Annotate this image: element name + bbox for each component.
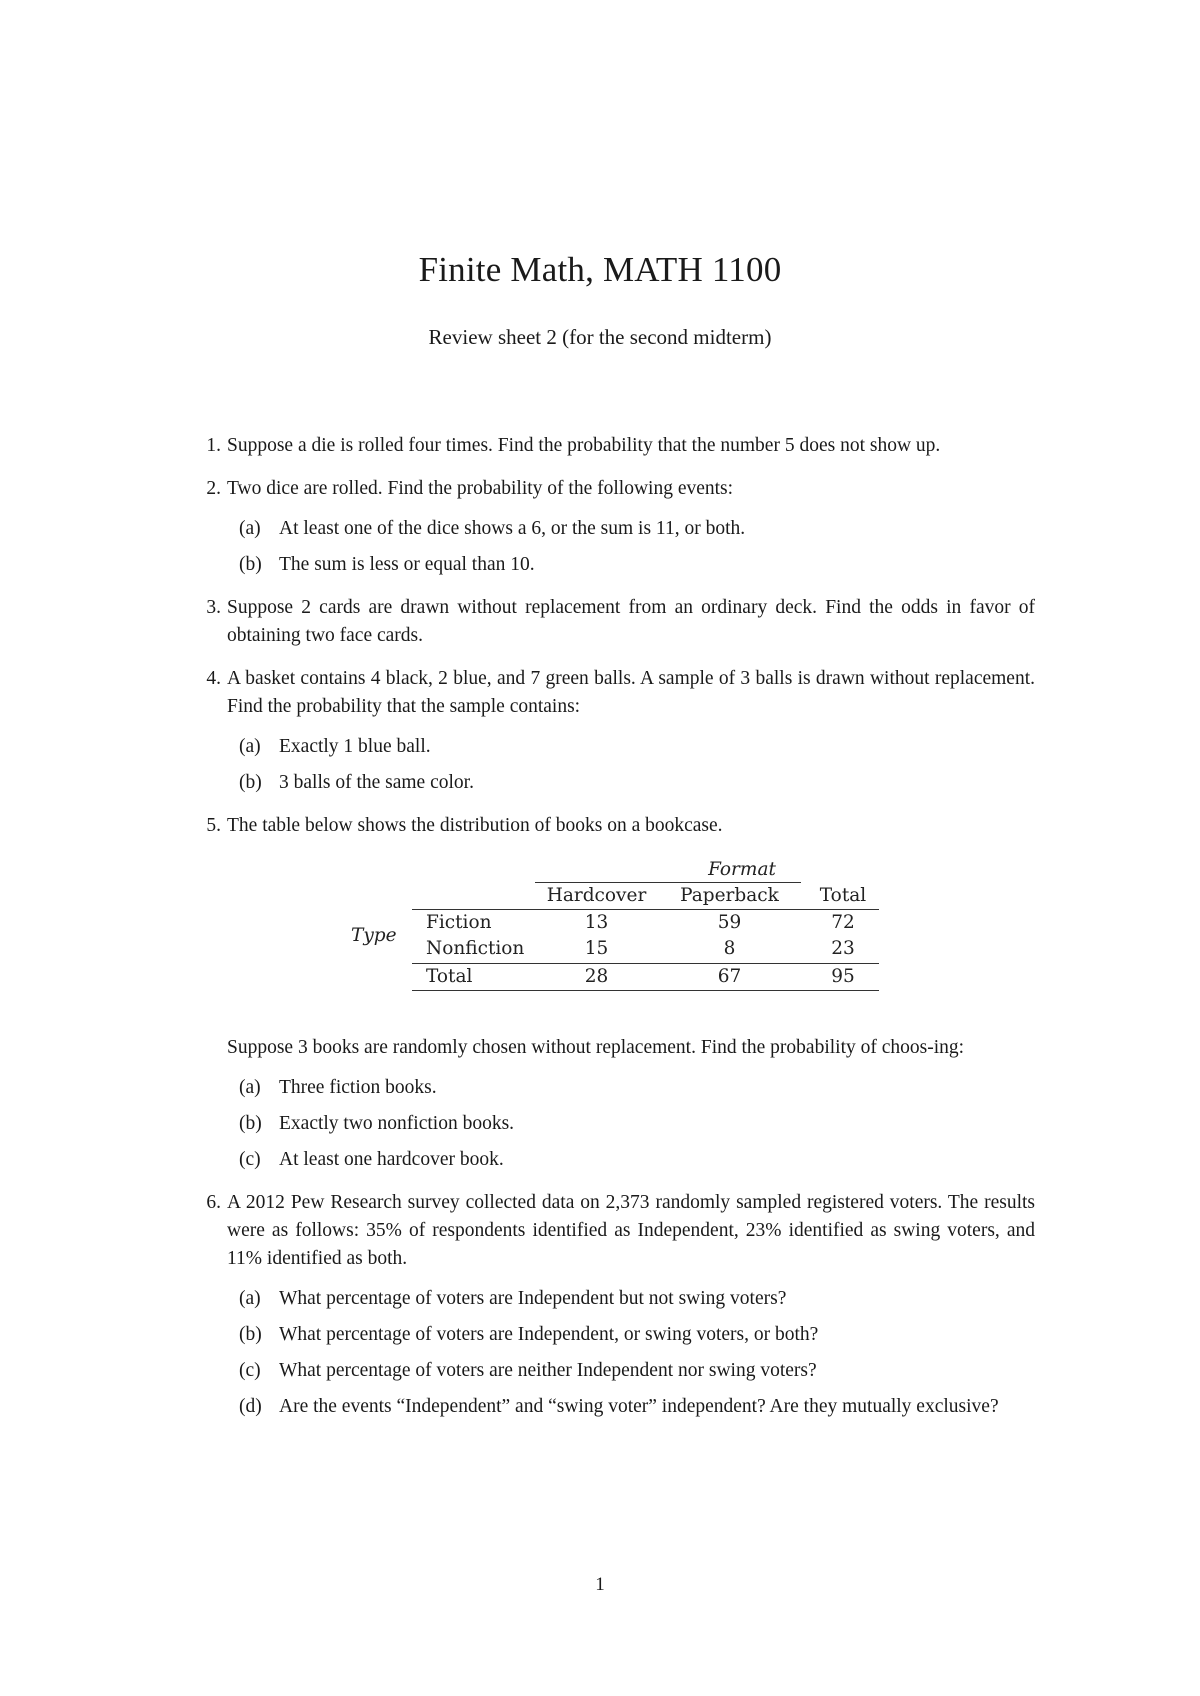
subquestion-d <box>227 1393 1035 1421</box>
problem-number: 5. <box>206 815 221 836</box>
subquestion-text: What percentage of voters are neither Independent nor swing voters? <box>279 1360 817 1381</box>
problem-text: A 2012 Pew Research survey collected data on 2,373 randomly sampled registered voters. The results were as follows: 35% of respondents identified as Independent, 23% identified as swing voters, and 11% identified as both. <box>227 1192 1035 1269</box>
subquestion-c <box>227 1357 1035 1385</box>
subquestion-a <box>227 515 1035 543</box>
table-cell: 23 <box>831 938 855 959</box>
table-cell: 8 <box>723 938 736 959</box>
subquestion-b <box>227 1110 1035 1138</box>
problem-number: 6. <box>206 1192 221 1213</box>
subquestion-label: (a) <box>239 518 261 539</box>
problem-number: 3. <box>206 597 221 618</box>
table-column-header: Paperback <box>680 885 779 906</box>
table-format-label: Format <box>708 859 776 880</box>
subquestion-label: (c) <box>239 1360 261 1381</box>
problem-followup-text: Suppose 3 books are randomly chosen without replacement. Find the probability of choos-ing: <box>227 1037 965 1058</box>
subquestion-label: (a) <box>239 1077 261 1098</box>
subquestion-list <box>227 1285 1035 1421</box>
subquestion-text: At least one of the dice shows a 6, or the sum is 11, or both. <box>279 518 746 539</box>
problem-5 <box>195 812 1035 1174</box>
table-row-label: Nonfiction <box>426 938 525 959</box>
problem-number: 4. <box>206 668 221 689</box>
table-row-label: Fiction <box>426 912 492 933</box>
table-row-label: Total <box>426 966 473 987</box>
problem-text: Suppose 2 cards are drawn without replacement from an ordinary deck. Find the odds in favor of obtaining two face cards. <box>227 597 1035 646</box>
page-subtitle: Review sheet 2 (for the second midterm) <box>428 325 772 349</box>
subquestion-label: (b) <box>239 554 262 575</box>
problem-3 <box>195 594 1035 650</box>
problem-number: 2. <box>206 478 221 499</box>
page-number: 1 <box>595 1574 605 1595</box>
problem-1 <box>195 432 1035 460</box>
subquestion-text: 3 balls of the same color. <box>279 772 474 793</box>
subquestion-list <box>227 515 1035 579</box>
subquestion-text: Are the events “Independent” and “swing voter” independent? Are they mutually exclusive? <box>279 1396 999 1417</box>
subquestion-label: (b) <box>239 1113 262 1134</box>
subquestion-b <box>227 1321 1035 1349</box>
subquestion-text: What percentage of voters are Independent, or swing voters, or both? <box>279 1324 819 1345</box>
problem-4 <box>195 665 1035 797</box>
subquestion-a <box>227 1074 1035 1102</box>
subquestion-label: (a) <box>239 1288 261 1309</box>
table-cell: 15 <box>584 938 609 959</box>
problem-2 <box>195 475 1035 579</box>
table-type-label: Type <box>351 925 397 946</box>
subquestion-list <box>227 733 1035 797</box>
problem-number: 1. <box>206 435 221 456</box>
subquestion-text: Exactly two nonfiction books. <box>279 1113 515 1134</box>
subquestion-text: At least one hardcover book. <box>279 1149 504 1170</box>
subquestion-text: The sum is less or equal than 10. <box>279 554 535 575</box>
table-column-header: Hardcover <box>546 885 647 906</box>
subquestion-a <box>227 733 1035 761</box>
subquestion-label: (b) <box>239 772 262 793</box>
table-column-header: Total <box>819 885 867 906</box>
problem-text: Two dice are rolled. Find the probability of the following events: <box>227 478 734 499</box>
problem-list <box>195 432 1035 1436</box>
subquestion-b <box>227 551 1035 579</box>
problem-6 <box>195 1189 1035 1421</box>
subquestion-label: (d) <box>239 1396 262 1417</box>
subquestion-list <box>227 1074 1035 1174</box>
subquestion-text: Three fiction books. <box>279 1077 437 1098</box>
table-cell: 67 <box>717 966 742 987</box>
books-table <box>195 856 1035 1006</box>
table-cell: 13 <box>584 912 609 933</box>
problem-text: Suppose a die is rolled four times. Find the probability that the number 5 does not show up. <box>227 435 941 456</box>
table-rule <box>412 990 879 991</box>
subquestion-c <box>227 1146 1035 1174</box>
table-cell: 59 <box>717 912 742 933</box>
problem-text: A basket contains 4 black, 2 blue, and 7 green balls. A sample of 3 balls is drawn without replacement. Find the probability that the sample contains: <box>227 668 1035 717</box>
table-cell: 95 <box>831 966 855 987</box>
subquestion-text: Exactly 1 blue ball. <box>279 736 431 757</box>
table-cell: 72 <box>831 912 855 933</box>
subquestion-label: (b) <box>239 1324 262 1345</box>
problem-text: The table below shows the distribution of books on a bookcase. <box>227 815 723 836</box>
page-title: Finite Math, MATH 1100 <box>418 250 782 289</box>
subquestion-a <box>227 1285 1035 1313</box>
subquestion-label: (c) <box>239 1149 261 1170</box>
subquestion-label: (a) <box>239 736 261 757</box>
subquestion-b <box>227 769 1035 797</box>
subquestion-text: What percentage of voters are Independent but not swing voters? <box>279 1288 787 1309</box>
table-cell: 28 <box>584 966 609 987</box>
